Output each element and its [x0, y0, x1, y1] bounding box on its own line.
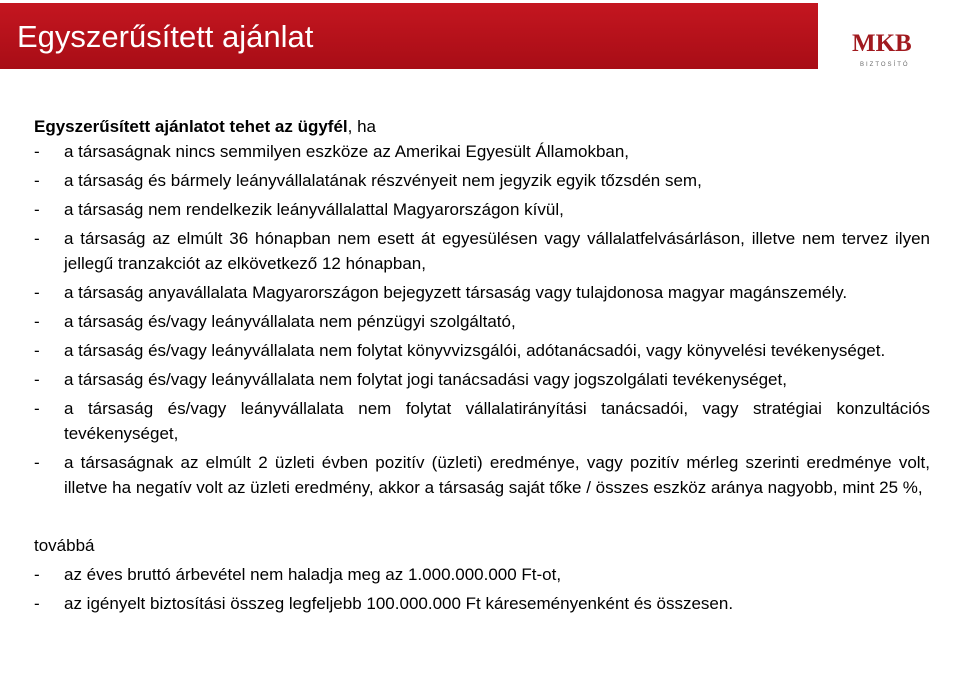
mkb-logo	[826, 26, 936, 76]
condition-text: a társaság és/vagy leányvállalata nem folytat könyvvizsgálói, adótanácsadói, vagy könyvelési tevékenységet.	[64, 341, 886, 360]
intro-bold: Egyszerűsített ajánlatot tehet az ügyfél	[34, 117, 348, 136]
condition-item	[34, 367, 930, 392]
dash-marker: -	[34, 399, 40, 418]
condition-text: a társaság és/vagy leányvállalata nem pénzügyi szolgáltató,	[64, 312, 516, 331]
further-condition-item	[34, 562, 930, 587]
logo-text: MKB	[852, 30, 912, 57]
condition-text: a társaság az elmúlt 36 hónapban nem esett át egyesülésen vagy vállalatfelvásárláson, illetve nem tervez ilyen jellegű tranzakciót az elkövetkező 12 hónapban,	[64, 229, 930, 273]
logo-subtext: BIZTOSÍTÓ	[860, 62, 910, 68]
condition-item	[34, 396, 930, 446]
condition-text: a társaságnak nincs semmilyen eszköze az Amerikai Egyesült Államokban,	[64, 142, 630, 161]
slide-title: Egyszerűsített ajánlat	[17, 19, 314, 54]
condition-item	[34, 139, 930, 164]
slide-header	[0, 0, 960, 78]
dash-marker: -	[34, 453, 40, 472]
condition-item	[34, 280, 930, 305]
condition-text: a társaság és/vagy leányvállalata nem folytat vállalatirányítási tanácsadói, vagy stratégiai konzultációs tevékenységet,	[64, 399, 930, 443]
slide-content	[34, 114, 930, 616]
condition-text: a társaság nem rendelkezik leányvállalattal Magyarországon kívül,	[64, 200, 564, 219]
further-condition-text: az éves bruttó árbevétel nem haladja meg az 1.000.000.000 Ft-ot,	[64, 565, 562, 584]
condition-text: a társaság anyavállalata Magyarországon bejegyzett társaság vagy tulajdonosa magyar magánszemély.	[64, 283, 848, 302]
intro-line	[34, 114, 930, 139]
condition-item	[34, 226, 930, 276]
dash-marker: -	[34, 200, 40, 219]
condition-item	[34, 450, 930, 500]
further-condition-text: az igényelt biztosítási összeg legfeljebb 100.000.000 Ft káreseményenként és összesen.	[64, 594, 734, 613]
condition-item	[34, 309, 930, 334]
dash-marker: -	[34, 370, 40, 389]
condition-text: a társaságnak az elmúlt 2 üzleti évben pozitív (üzleti) eredménye, vagy pozitív mérleg szerinti eredménye volt, illetve ha negatív volt az üzleti eredmény, akkor a társaság saját tőke / összes eszköz aránya nagyobb, mint 25 %,	[64, 453, 930, 497]
dash-marker: -	[34, 229, 40, 248]
condition-text: a társaság és/vagy leányvállalata nem folytat jogi tanácsadási vagy jogszolgálati tevékenységet,	[64, 370, 787, 389]
dash-marker: -	[34, 594, 40, 613]
title-bar	[0, 3, 818, 69]
dash-marker: -	[34, 171, 40, 190]
condition-item	[34, 168, 930, 193]
condition-item	[34, 338, 930, 363]
dash-marker: -	[34, 283, 40, 302]
condition-item	[34, 197, 930, 222]
intro-rest: , ha	[347, 117, 376, 136]
dash-marker: -	[34, 312, 40, 331]
dash-marker: -	[34, 565, 40, 584]
dash-marker: -	[34, 341, 40, 360]
further-condition-item	[34, 591, 930, 616]
further-label: továbbá	[34, 536, 95, 555]
dash-marker: -	[34, 142, 40, 161]
condition-text: a társaság és bármely leányvállalatának részvényeit nem jegyzik egyik tőzsdén sem,	[64, 171, 702, 190]
